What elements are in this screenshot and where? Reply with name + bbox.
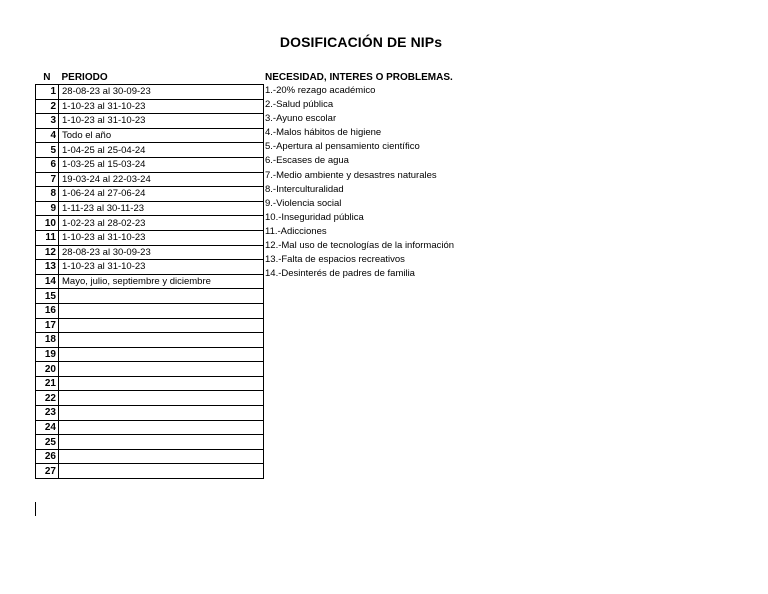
table-row <box>36 420 264 435</box>
list-item: 8.-Interculturalidad <box>265 183 344 195</box>
period-cell[interactable]: 1-10-23 al 31-10-23 <box>59 230 264 245</box>
table-row <box>36 464 264 479</box>
list-item: 12.-Mal uso de tecnologías de la información <box>265 240 455 252</box>
row-number-cell: 20 <box>36 362 59 377</box>
period-cell[interactable]: 19-03-24 al 22-03-24 <box>59 172 264 187</box>
table-row <box>36 435 264 450</box>
period-cell[interactable] <box>59 420 264 435</box>
period-cell[interactable] <box>59 362 264 377</box>
needs-header: NECESIDAD, INTERES O PROBLEMAS. <box>265 72 453 83</box>
period-cell[interactable]: 1-10-23 al 31-10-23 <box>59 99 264 114</box>
table-row <box>36 245 264 260</box>
table-row <box>36 274 264 289</box>
row-number-cell: 10 <box>36 216 59 231</box>
row-number-cell: 1 <box>36 85 59 100</box>
row-number-cell: 13 <box>36 260 59 275</box>
table-row <box>36 172 264 187</box>
period-cell[interactable] <box>59 376 264 391</box>
period-cell[interactable] <box>59 406 264 421</box>
period-cell[interactable]: 1-03-25 al 15-03-24 <box>59 157 264 172</box>
list-item: 6.-Escases de agua <box>265 155 349 167</box>
row-number-cell: 18 <box>36 333 59 348</box>
periods-table-container <box>35 71 264 479</box>
list-item: 3.-Ayuno escolar <box>265 113 337 125</box>
period-cell[interactable] <box>59 464 264 479</box>
table-row <box>36 391 264 406</box>
period-cell[interactable]: Todo el año <box>59 128 264 143</box>
list-item: 10.-Inseguridad pública <box>265 211 364 223</box>
row-number-cell: 23 <box>36 406 59 421</box>
text-cursor <box>35 502 36 516</box>
list-item: 7.-Medio ambiente y desastres naturales <box>265 169 437 181</box>
period-cell[interactable] <box>59 289 264 304</box>
table-row <box>36 406 264 421</box>
period-cell[interactable] <box>59 333 264 348</box>
row-number-cell: 15 <box>36 289 59 304</box>
row-number-cell: 26 <box>36 449 59 464</box>
column-header-n: N <box>43 72 51 83</box>
table-row <box>36 85 264 100</box>
periods-table-body <box>36 85 264 479</box>
needs-section <box>265 71 454 281</box>
table-row <box>36 114 264 129</box>
list-item: 5.-Apertura al pensamiento científico <box>265 141 420 153</box>
table-row <box>36 449 264 464</box>
table-row <box>36 99 264 114</box>
row-number-cell: 8 <box>36 187 59 202</box>
row-number-cell: 3 <box>36 114 59 129</box>
table-row <box>36 216 264 231</box>
needs-list <box>265 84 454 281</box>
table-row <box>36 157 264 172</box>
table-row <box>36 303 264 318</box>
table-row <box>36 376 264 391</box>
row-number-cell: 17 <box>36 318 59 333</box>
list-item: 13.-Falta de espacios recreativos <box>265 254 405 266</box>
row-number-cell: 25 <box>36 435 59 450</box>
period-cell[interactable] <box>59 391 264 406</box>
list-item: 1.-20% rezago académico <box>265 85 376 96</box>
column-header-period: PERIODO <box>61 72 108 83</box>
list-item: 14.-Desinterés de padres de familia <box>265 268 415 280</box>
row-number-cell: 9 <box>36 201 59 216</box>
table-row <box>36 230 264 245</box>
period-cell[interactable] <box>59 318 264 333</box>
period-cell[interactable] <box>59 449 264 464</box>
period-cell[interactable]: Mayo, julio, septiembre y diciembre <box>59 274 264 289</box>
row-number-cell: 14 <box>36 274 59 289</box>
period-cell[interactable]: 1-11-23 al 30-11-23 <box>59 201 264 216</box>
period-cell[interactable]: 1-02-23 al 28-02-23 <box>59 216 264 231</box>
list-item: 11.-Adicciones <box>265 225 327 237</box>
period-cell[interactable]: 1-10-23 al 31-10-23 <box>59 114 264 129</box>
table-row <box>36 143 264 158</box>
row-number-cell: 4 <box>36 128 59 143</box>
period-cell[interactable]: 1-10-23 al 31-10-23 <box>59 260 264 275</box>
row-number-cell: 11 <box>36 230 59 245</box>
row-number-cell: 27 <box>36 464 59 479</box>
row-number-cell: 16 <box>36 303 59 318</box>
row-number-cell: 7 <box>36 172 59 187</box>
table-row <box>36 260 264 275</box>
table-row <box>36 289 264 304</box>
row-number-cell: 24 <box>36 420 59 435</box>
row-number-cell: 22 <box>36 391 59 406</box>
table-row <box>36 318 264 333</box>
table-row <box>36 362 264 377</box>
periods-table-header-row <box>36 71 264 85</box>
row-number-cell: 2 <box>36 99 59 114</box>
table-row <box>36 347 264 362</box>
row-number-cell: 21 <box>36 376 59 391</box>
list-item: 9.-Violencia social <box>265 197 342 209</box>
document-title: DOSIFICACIÓN DE NIPs <box>279 34 443 50</box>
table-row <box>36 187 264 202</box>
row-number-cell: 6 <box>36 157 59 172</box>
period-cell[interactable]: 28-08-23 al 30-09-23 <box>59 245 264 260</box>
row-number-cell: 19 <box>36 347 59 362</box>
period-cell[interactable]: 1-04-25 al 25-04-24 <box>59 143 264 158</box>
period-cell[interactable] <box>59 303 264 318</box>
row-number-cell: 5 <box>36 143 59 158</box>
period-cell[interactable]: 28-08-23 al 30-09-23 <box>59 85 264 100</box>
period-cell[interactable] <box>59 435 264 450</box>
row-number-cell: 12 <box>36 245 59 260</box>
periods-table <box>35 71 264 479</box>
list-item: 4.-Malos hábitos de higiene <box>265 127 382 139</box>
list-item: 2.-Salud pública <box>265 99 334 111</box>
period-cell[interactable] <box>59 347 264 362</box>
table-row <box>36 128 264 143</box>
table-row <box>36 201 264 216</box>
table-row <box>36 333 264 348</box>
period-cell[interactable]: 1-06-24 al 27-06-24 <box>59 187 264 202</box>
